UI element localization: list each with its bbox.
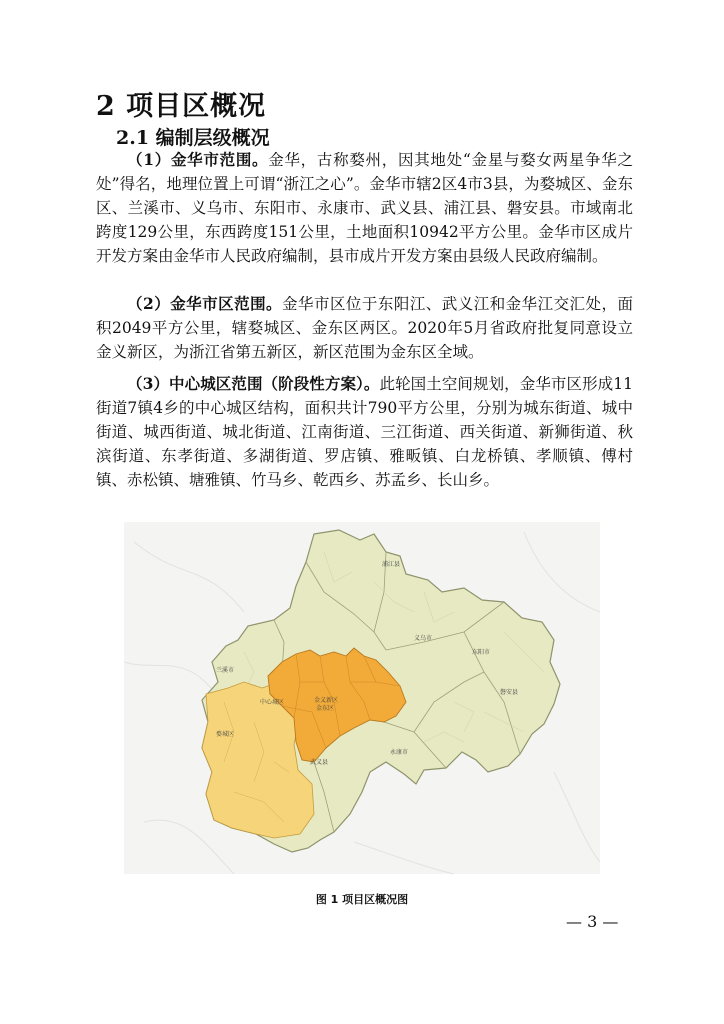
label-lanxi: 兰溪市 (216, 667, 235, 674)
section-subheading: 2.1 编制层级概况 (116, 127, 270, 149)
label-dongyang: 东阳市 (472, 649, 491, 656)
project-area-map (124, 522, 600, 874)
label-jindong: 金东区 (316, 705, 335, 712)
paragraph-lead: （2）金华市区范围。 (127, 294, 283, 313)
label-wuyi: 武义县 (310, 759, 329, 766)
figure-caption: 图 1 项目区概况图 (315, 893, 409, 906)
page-heading: 2 项目区概况 (96, 91, 267, 122)
paragraph-text: 金华市区位于东阳江、武义江和金华江交汇处，面积2049平方公里，辖婺城区、金东区两区。2020年5月省政府批复同意设立金义新区，为浙江省第五新区，新区范围为金东区全域。 (96, 295, 633, 361)
label-central-area: 中心城区 (260, 699, 285, 706)
paragraph-central-area-scope (96, 372, 633, 492)
paragraph-urban-district-scope (96, 292, 633, 364)
paragraph-text: 此轮国土空间规划，金华市区形成11街道7镇4乡的中心城区结构，面积共计790平方公里，分别为城东街道、城中街道、城西街道、城北街道、江南街道、三江街道、西关街道、新狮街道、秋滨街道、东孝街道、多湖街道、罗店镇、雅畈镇、白龙桥镇、孝顺镇、傅村镇、赤松镇、塘雅镇、竹马乡、乾西乡、苏孟乡、长山乡。 (96, 375, 633, 489)
page-number: — 3 — (566, 912, 619, 931)
label-panan: 磐安县 (500, 689, 519, 696)
label-yiwu: 义乌市 (414, 635, 433, 642)
paragraph-city-scope (96, 148, 633, 268)
paragraph-lead: （3）中心城区范围（阶段性方案）。 (127, 374, 380, 393)
paragraph-lead: （1）金华市范围。 (127, 150, 269, 169)
label-yongkang: 永康市 (390, 749, 409, 756)
map-canvas (124, 522, 600, 874)
label-jinyi-new-area: 金义新区 (314, 697, 339, 704)
paragraph-text: 金华，古称婺州，因其地处“金星与婺女两星争华之处”得名，地理位置上可谓“浙江之心”。金华市辖2区4市3县，为婺城区、金东区、兰溪市、义乌市、东阳市、永康市、武义县、浦江县、磐安县。市域南北跨度129公里，东西跨度151公里，土地面积10942平方公里。金华市区成片开发方案由金华市人民政府编制，县市成片开发方案由县级人民政府编制。 (96, 151, 633, 265)
label-wucheng: 婺城区 (216, 731, 235, 738)
label-pujiang: 浦江县 (382, 561, 401, 568)
